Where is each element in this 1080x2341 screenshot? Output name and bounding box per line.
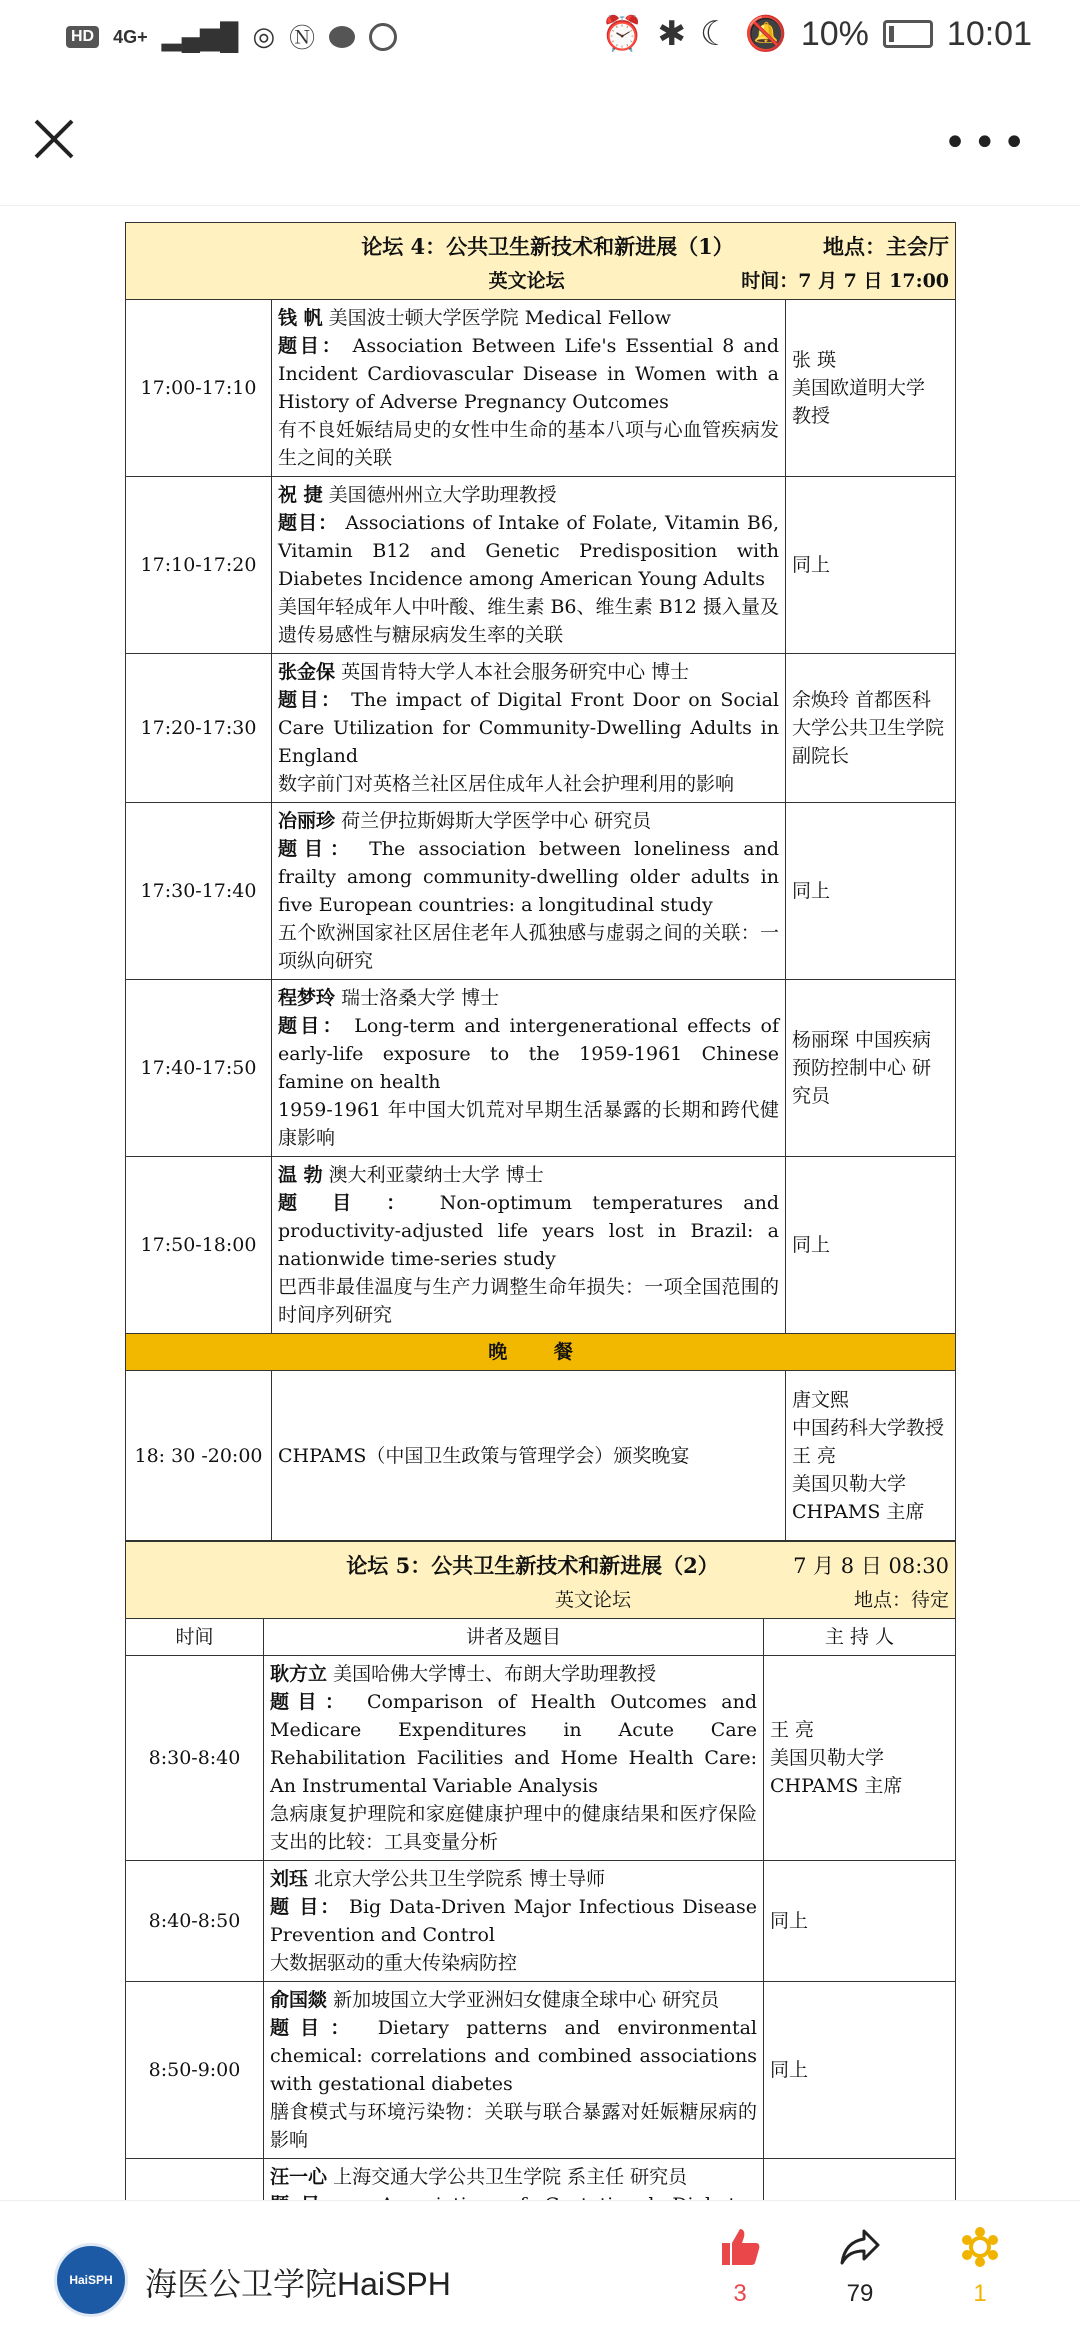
session-host: 同上: [786, 803, 956, 980]
speaker-name: 温 勃: [278, 1164, 323, 1186]
forum4-language: 英文论坛: [488, 270, 565, 292]
clock: 10:01: [946, 14, 1032, 53]
talk-title-zh: 膳食模式与环境污染物：关联与联合暴露对妊娠糖尿病的影响: [270, 2101, 757, 2151]
forum5-talk-row: [126, 1982, 956, 2159]
speaker-name: 刘珏: [270, 1868, 309, 1890]
forum5-language: 英文论坛: [555, 1589, 632, 1611]
hotspot-icon: ◎: [252, 21, 276, 51]
forum4-talk-row: [126, 803, 956, 980]
forum5-talk-row: [126, 1656, 956, 1861]
signal-bars-icon: ▂▄▆█: [161, 21, 239, 51]
talk-title-label: 题目：: [278, 512, 339, 534]
moon-icon: ☾: [700, 15, 731, 53]
share-button[interactable]: [820, 2225, 900, 2308]
forum5-location: 地点：待定: [854, 1589, 950, 1611]
talk-title-label: 题 目 ：: [278, 1192, 420, 1214]
speaker-affiliation: 澳大利亚蒙纳士大学 博士: [328, 1164, 544, 1186]
talk-details: [272, 477, 786, 654]
status-bar: [0, 0, 1080, 75]
speaker-name: 俞国燚: [270, 1989, 328, 2011]
talk-title-label: 题 目：: [270, 1896, 342, 1918]
mute-icon: 🔕: [744, 15, 787, 53]
talk-title-label: 题目：: [278, 838, 357, 860]
talk-title-label: 题目：: [270, 2017, 361, 2039]
session-host: 同上: [786, 1157, 956, 1334]
talk-time: 8:50-9:00: [126, 1982, 264, 2159]
nfc-icon: Ⓝ: [289, 23, 316, 53]
signal-icon: 4G+: [113, 26, 148, 47]
speaker-affiliation: 上海交通大学公共卫生学院 系主任 研究员: [333, 2166, 688, 2188]
talk-title-zh: 急病康复护理院和家庭健康护理中的健康结果和医疗保险支出的比较：工具变量分析: [270, 1803, 757, 1853]
speaker-affiliation: 美国哈佛大学博士、布朗大学助理教授: [333, 1663, 657, 1685]
talk-title-zh: 美国年轻成年人中叶酸、维生素 B6、维生素 B12 摄入量及遗传易感性与糖尿病发生率的关联: [278, 596, 779, 646]
speaker-name: 祝 捷: [278, 484, 323, 506]
speaker-affiliation: 美国德州州立大学助理教授: [328, 484, 557, 506]
talk-time: 17:20-17:30: [126, 654, 272, 803]
share-icon: [838, 2225, 882, 2269]
dinner-time: 18: 30 -20:00: [126, 1371, 272, 1541]
hd-icon: HD: [66, 26, 99, 48]
favorite-icon: [958, 2225, 1002, 2269]
forum5-datetime: 7 月 8 日 08:30: [793, 1554, 950, 1578]
column-header-time: 时间: [126, 1619, 264, 1656]
dinner-event: CHPAMS（中国卫生政策与管理学会）颁奖晚宴: [272, 1371, 786, 1541]
session-host: 张 瑛 美国欧道明大学 教授: [786, 300, 956, 477]
message-icon: [329, 26, 355, 48]
dinner-host: 唐文熙 中国药科大学教授 王 亮 美国贝勒大学 CHPAMS 主席: [786, 1371, 956, 1541]
talk-title-zh: 巴西非最佳温度与生产力调整生命年损失：一项全国范围的时间序列研究: [278, 1276, 779, 1326]
talk-details: [264, 1861, 764, 1982]
talk-details: [264, 1656, 764, 1861]
talk-title-en: The impact of Digital Front Door on Social Care Utilization for Community-Dwelling Adults in England: [278, 689, 779, 767]
speaker-affiliation: 瑞士洛桑大学 博士: [341, 987, 500, 1009]
account-name[interactable]: 海医公卫学院HaiSPH: [145, 2266, 451, 2302]
more-options-icon[interactable]: •••: [943, 120, 1032, 166]
speaker-affiliation: 英国肯特大学人本社会服务研究中心 博士: [341, 661, 690, 683]
session-host: 同上: [764, 1982, 956, 2159]
talk-details: [264, 1982, 764, 2159]
talk-time: 17:00-17:10: [126, 300, 272, 477]
talk-title-zh: 1959-1961 年中国大饥荒对早期生活暴露的长期和跨代健康影响: [278, 1099, 779, 1149]
close-icon[interactable]: [30, 115, 78, 163]
column-header-host: 主 持 人: [764, 1619, 956, 1656]
forum4-time: 时间：7 月 7 日 17:00: [741, 270, 950, 292]
like-count: 3: [733, 2280, 747, 2307]
bluetooth-icon: ✱: [657, 15, 687, 53]
thumbs-up-icon: [718, 2225, 762, 2269]
talk-time: 8:30-8:40: [126, 1656, 264, 1861]
talk-title-en: Association Between Life's Essential 8 and Incident Cardiovascular Disease in Women with a History of Adverse Pregnancy Outcomes: [278, 335, 779, 413]
talk-details: [272, 654, 786, 803]
forum4-table: [125, 222, 956, 1541]
talk-title-en: Long-term and intergenerational effects of early-life exposure to the 1959-1961 Chinese famine on health: [278, 1015, 779, 1093]
speaker-affiliation: 荷兰伊拉斯姆斯大学医学中心 研究员: [341, 810, 652, 832]
forum4-talk-row: [126, 1157, 956, 1334]
forum5-talk-row: [126, 1861, 956, 1982]
talk-title-zh: 五个欧洲国家社区居住老年人孤独感与虚弱之间的关联：一项纵向研究: [278, 922, 779, 972]
talk-title-en: Dietary patterns and environmental chemical: correlations and combined associations with gestational diabetes: [270, 2017, 757, 2095]
favorite-count: 1: [973, 2280, 987, 2307]
session-host: 同上: [786, 477, 956, 654]
talk-time: 17:50-18:00: [126, 1157, 272, 1334]
talk-title-en: Non-optimum temperatures and productivity-adjusted life years lost in Brazil: a nationwide time-series study: [278, 1192, 780, 1270]
session-host: 王 亮 美国贝勒大学 CHPAMS 主席: [764, 1656, 956, 1861]
talk-details: [272, 980, 786, 1157]
forum5-table: [125, 1541, 956, 2252]
speaker-name: 耿方立: [270, 1663, 328, 1685]
talk-time: 17:40-17:50: [126, 980, 272, 1157]
speaker-name: 冶丽珍: [278, 810, 336, 832]
forum5-title: 论坛 5：公共卫生新技术和新进展（2）: [346, 1553, 719, 1578]
session-host: 余焕玲 首都医科大学公共卫生学院副院长: [786, 654, 956, 803]
like-button[interactable]: [700, 2225, 780, 2308]
favorite-button[interactable]: [940, 2225, 1020, 2308]
schedule-document: [125, 222, 955, 2252]
session-host: 同上: [764, 1861, 956, 1982]
talk-title-label: 题目：: [278, 1015, 345, 1037]
talk-title-en: Associations of Intake of Folate, Vitamin B6, Vitamin B12 and Genetic Predisposition with Diabetes Incidence among American Young Adults: [278, 512, 779, 590]
forum4-location: 地点：主会厅: [823, 234, 950, 259]
column-header-talk: 讲者及题目: [264, 1619, 764, 1656]
battery-percent: 10%: [800, 14, 869, 53]
speaker-affiliation: 新加坡国立大学亚洲妇女健康全球中心 研究员: [333, 1989, 720, 2011]
talk-title-label: 题目：: [278, 689, 343, 711]
talk-time: 17:10-17:20: [126, 477, 272, 654]
speaker-name: 钱 帆: [278, 307, 323, 329]
talk-title-en: Comparison of Health Outcomes and Medicare Expenditures in Acute Care Rehabilitation Facilities and Home Health Care: An Instrumental Variable Analysis: [270, 1691, 757, 1797]
talk-details: [272, 803, 786, 980]
bottom-bar: [0, 2200, 1080, 2341]
account-avatar[interactable]: HaiSPH: [54, 2243, 128, 2317]
talk-title-zh: 数字前门对英格兰社区居住成年人社会护理利用的影响: [278, 773, 735, 795]
dinner-banner: 晚 餐: [126, 1334, 956, 1371]
speaker-name: 汪一心: [270, 2166, 328, 2188]
loading-icon: [369, 23, 397, 51]
forum4-talk-row: [126, 477, 956, 654]
talk-title-zh: 大数据驱动的重大传染病防控: [270, 1952, 518, 1974]
talk-details: [272, 300, 786, 477]
talk-title-label: 题目：: [270, 1691, 353, 1713]
speaker-name: 张金保: [278, 661, 336, 683]
forum4-talk-row: [126, 654, 956, 803]
forum4-title: 论坛 4：公共卫生新技术和新进展（1）: [361, 234, 734, 259]
speaker-name: 程梦玲: [278, 987, 336, 1009]
talk-details: [272, 1157, 786, 1334]
talk-title-label: 题目：: [278, 335, 344, 357]
talk-title-en: Big Data-Driven Major Infectious Disease Prevention and Control: [270, 1896, 757, 1946]
talk-time: 8:40-8:50: [126, 1861, 264, 1982]
battery-icon: [883, 20, 933, 48]
speaker-affiliation: 美国波士顿大学医学院 Medical Fellow: [328, 307, 671, 329]
talk-title-zh: 有不良妊娠结局史的女性中生命的基本八项与心血管疾病发生之间的关联: [278, 419, 779, 469]
share-count: 79: [846, 2280, 874, 2307]
talk-time: 17:30-17:40: [126, 803, 272, 980]
session-host: 杨丽琛 中国疾病预防控制中心 研究员: [786, 980, 956, 1157]
forum4-talk-row: [126, 300, 956, 477]
top-bar: [0, 75, 1080, 206]
forum4-talk-row: [126, 980, 956, 1157]
speaker-affiliation: 北京大学公共卫生学院系 博士导师: [314, 1868, 606, 1890]
talk-title-en: The association between loneliness and frailty among community-dwelling older adults in five European countries: a longitudinal study: [278, 838, 779, 916]
alarm-icon: ⏰: [601, 15, 644, 53]
